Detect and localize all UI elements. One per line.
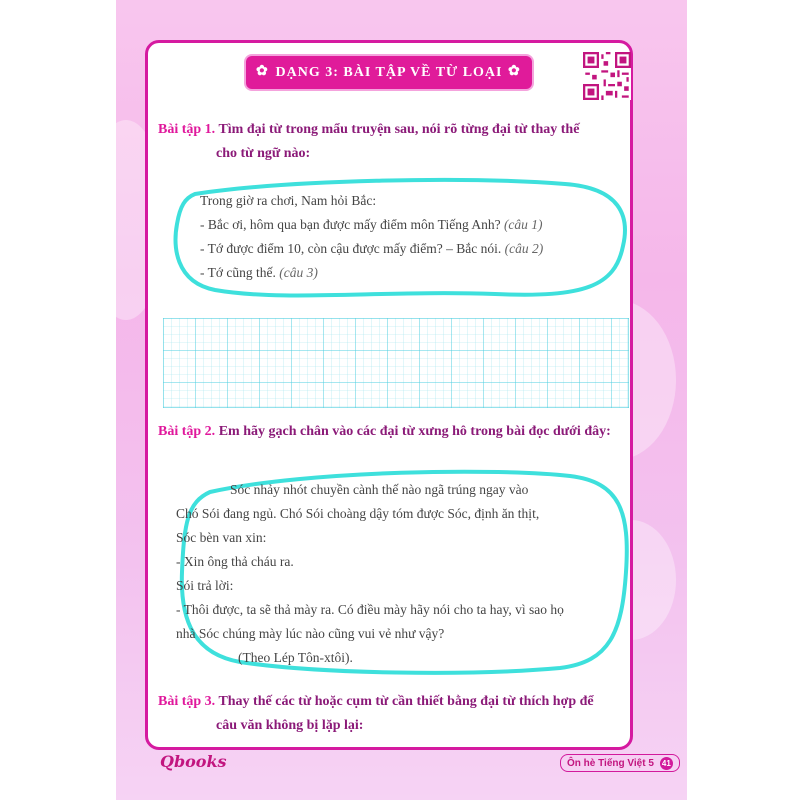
publisher-logo: Qbooks (160, 752, 227, 771)
story-1-text (200, 189, 543, 285)
task-1 (158, 118, 628, 166)
story-line: Chó Sói đang ngủ. Chó Sói choàng dậy tóm được Sóc, định ăn thịt, (176, 506, 540, 521)
story-line: Trong giờ ra chơi, Nam hỏi Bắc: (200, 193, 377, 208)
story-line: - Thôi được, ta sẽ thả mày ra. Có điều mày hãy nói cho ta hay, vì sao họ (176, 602, 564, 617)
flower-icon: ✿ (508, 64, 521, 79)
qr-code-icon[interactable] (583, 52, 631, 100)
story-line: Sói trả lời: (176, 578, 234, 593)
task-2-text: Em hãy gạch chân vào các đại từ xưng hô trong bài đọc dưới đây: (218, 424, 611, 439)
task-3 (158, 690, 628, 738)
task-3-text-cont: câu văn không bị lặp lại: (216, 718, 364, 733)
page-number: 41 (660, 757, 673, 770)
story-source: (Theo Lép Tôn-xtôi). (238, 650, 353, 665)
task-3-label: Bài tập 3. (158, 694, 216, 709)
flower-icon: ✿ (256, 64, 269, 79)
story-line: - Tớ cũng thế. (câu 3) (200, 265, 318, 280)
task-1-text: Tìm đại từ trong mẩu truyện sau, nói rõ từng đại từ thay thế (218, 122, 580, 137)
story-line: nhà Sóc chúng mày lúc nào cũng vui vẻ như vậy? (176, 626, 445, 641)
section-header (246, 56, 532, 89)
series-badge (560, 754, 680, 772)
task-2 (158, 420, 628, 444)
story-line: - Xin ông thả cháu ra. (176, 554, 294, 569)
task-3-text: Thay thế các từ hoặc cụm từ cần thiết bằng đại từ thích hợp để (218, 694, 594, 709)
story-line: Sóc bèn van xin: (176, 530, 267, 545)
section-title: DẠNG 3: BÀI TẬP VỀ TỪ LOẠI (275, 64, 503, 80)
task-1-label: Bài tập 1. (158, 122, 216, 137)
series-title: Ôn hè Tiếng Việt 5 (567, 757, 654, 769)
writing-grid[interactable] (163, 318, 629, 408)
story-line: - Tớ được điểm 10, còn cậu được mấy điểm? – Bắc nói. (câu 2) (200, 241, 544, 256)
task-1-text-cont: cho từ ngữ nào: (216, 146, 311, 161)
story-line: Sóc nhảy nhót chuyền cành thế nào ngã trúng ngay vào (230, 482, 529, 497)
story-2-text (176, 478, 616, 670)
story-line: - Bắc ơi, hôm qua bạn được mấy điểm môn Tiếng Anh? (câu 1) (200, 217, 543, 232)
task-2-label: Bài tập 2. (158, 424, 216, 439)
